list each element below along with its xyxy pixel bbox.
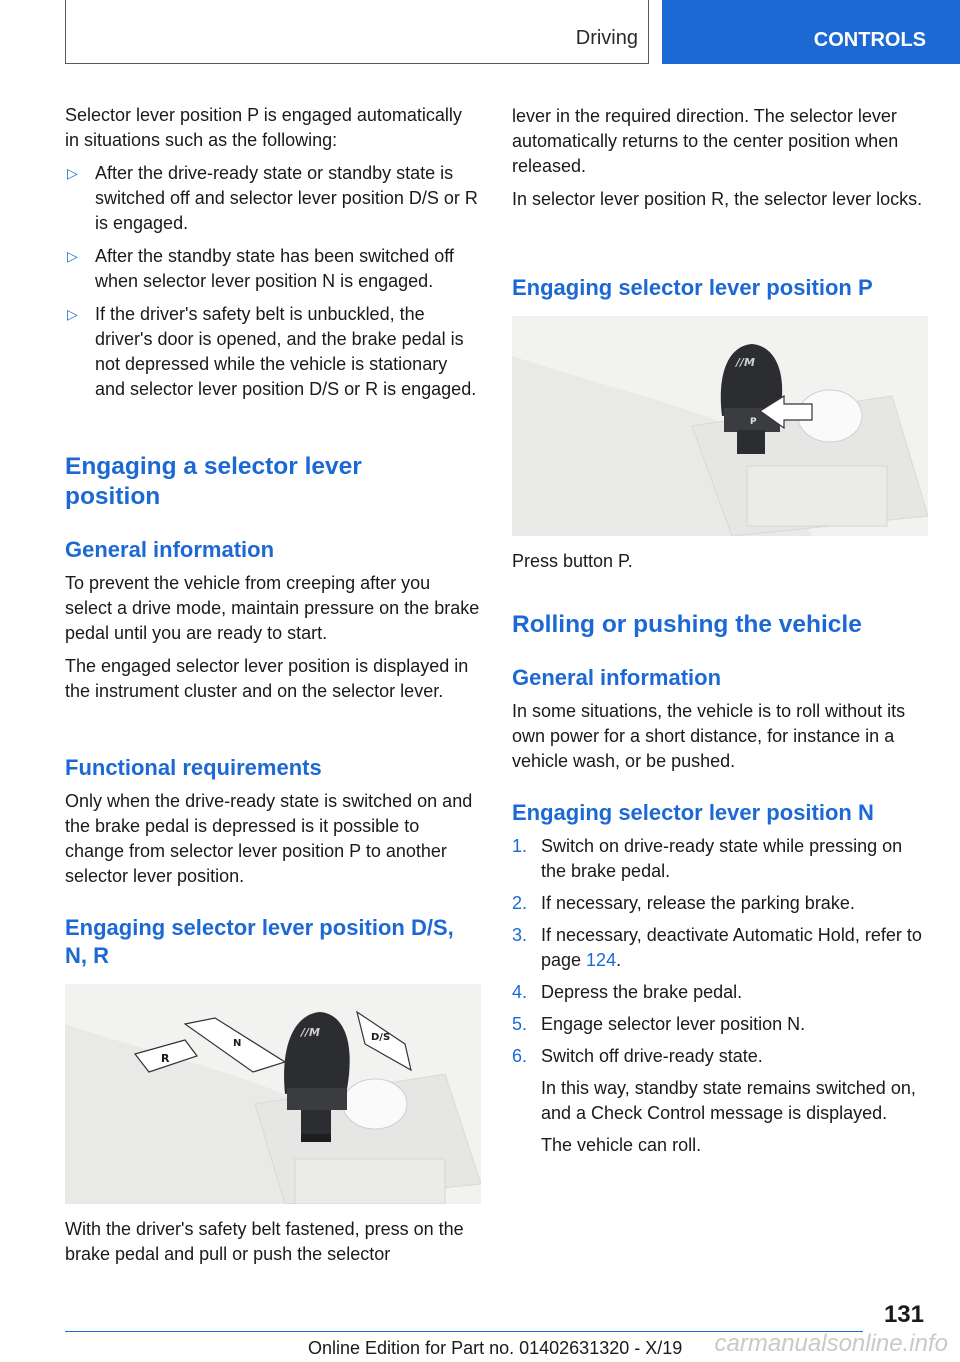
figure-logo-label: //M — [736, 356, 755, 369]
r-locks-paragraph: In selector lever position R, the selector lever locks. — [512, 189, 923, 209]
selector-lever-p-figure — [512, 316, 928, 536]
dsnr-paragraph-continued: lever in the required direction. The selector lever automatically returns to the center position when released. — [512, 106, 899, 176]
header-chapter-label: CONTROLS — [813, 29, 926, 51]
step-number: 1. — [512, 836, 528, 856]
gear-selector-illustration — [65, 984, 481, 1204]
figure-logo-label: //M — [301, 1026, 320, 1039]
heading-engaging-n: Engaging selector lever position N — [512, 800, 874, 825]
list-item — [512, 923, 928, 973]
list-item — [65, 161, 480, 236]
figure-label-ds: D/S — [371, 1032, 391, 1043]
triangle-bullet-icon: ▷ — [67, 248, 78, 264]
selector-lever-dsnr-figure — [65, 984, 481, 1204]
header-box — [65, 0, 649, 64]
list-item — [65, 302, 480, 402]
heading-general-information: General information — [65, 537, 275, 562]
list-item-text: After the standby state has been switched off when selector lever position N is engaged. — [95, 246, 454, 291]
general-paragraph-2: The engaged selector lever position is displayed in the instrument cluster and on the selector lever. — [65, 656, 469, 701]
footer-edition: Online Edition for Part no. 01402631320 - X/19 — [308, 1338, 683, 1358]
rolling-paragraph: In some situations, the vehicle is to roll without its own power for a short distance, for instance in a vehicle wash, or be pushed. — [512, 701, 906, 771]
step-number: 3. — [512, 925, 528, 945]
step-text: Depress the brake pedal. — [541, 982, 743, 1002]
functional-paragraph: Only when the drive-ready state is switched on and the brake pedal is depressed is it possible to change from selector lever position P to another selector lever position. — [65, 791, 473, 886]
step-number: 4. — [512, 982, 528, 1002]
step-text: Engage selector lever position N. — [541, 1014, 806, 1034]
watermark-text: carmanualsonline.info — [714, 1330, 948, 1357]
step-note-text: In this way, standby state remains switched on, and a Check Control message is displayed. — [541, 1078, 916, 1123]
dsnr-paragraph: With the driver's safety belt fastened, press on the brake pedal and pull or push the selector — [65, 1219, 464, 1264]
heading-engaging-dsnr: Engaging selector lever position D/S, N, R — [65, 915, 454, 968]
steps-list — [512, 834, 928, 1158]
bullet-list — [65, 161, 480, 402]
heading-rolling-pushing: Rolling or pushing the vehicle — [512, 611, 862, 638]
figure-label-n: N — [233, 1038, 242, 1049]
list-item — [512, 980, 928, 1005]
step-number: 5. — [512, 1014, 528, 1034]
step-text: If necessary, deactivate Automatic Hold, refer to page — [541, 925, 922, 970]
page-reference-link[interactable]: 124 — [586, 950, 617, 970]
step-6-note-2 — [512, 1133, 928, 1158]
step-note-text: The vehicle can roll. — [541, 1135, 702, 1155]
triangle-bullet-icon: ▷ — [67, 306, 78, 322]
heading-engaging-selector-lever: Engaging a selector lever position — [65, 453, 362, 510]
list-item — [65, 244, 480, 294]
press-button-p-caption: Press button P. — [512, 551, 633, 571]
step-text: Switch on drive-ready state while pressing on the brake pedal. — [541, 836, 903, 881]
figure-label-p: P — [750, 417, 757, 427]
step-text: If necessary, release the parking brake. — [541, 893, 855, 913]
figure-label-r: R — [161, 1052, 170, 1065]
heading-functional-requirements: Functional requirements — [65, 755, 322, 780]
list-item — [512, 1044, 928, 1069]
step-number: 6. — [512, 1046, 528, 1066]
step-6-note-1 — [512, 1076, 928, 1126]
step-text-end: . — [616, 950, 622, 970]
gear-selector-p-illustration — [512, 316, 928, 536]
heading-engaging-p: Engaging selector lever position P — [512, 275, 873, 300]
header-chapter-tab — [662, 0, 960, 64]
general-paragraph-1: To prevent the vehicle from creeping after you select a drive mode, maintain pressure on the brake pedal until you are ready to start. — [65, 573, 480, 643]
list-item-text: After the drive-ready state or standby state is switched off and selector lever position D/S or R is engaged. — [95, 163, 478, 233]
list-item-text: If the driver's safety belt is unbuckled, the driver's door is opened, and the brake pedal is not depressed while the vehicle is stationary and selector lever position D/S or R is engaged. — [95, 304, 477, 399]
header-section-title: Driving — [575, 27, 638, 49]
triangle-bullet-icon: ▷ — [67, 165, 78, 181]
list-item — [512, 834, 928, 884]
step-text: Switch off drive-ready state. — [541, 1046, 763, 1066]
list-item — [512, 1012, 928, 1037]
step-number: 2. — [512, 893, 528, 913]
heading-general-information-2: General information — [512, 665, 722, 690]
intro-paragraph: Selector lever position P is engaged automatically in situations such as the following: — [65, 105, 462, 150]
page-number: 131 — [883, 1301, 924, 1328]
list-item — [512, 891, 928, 916]
